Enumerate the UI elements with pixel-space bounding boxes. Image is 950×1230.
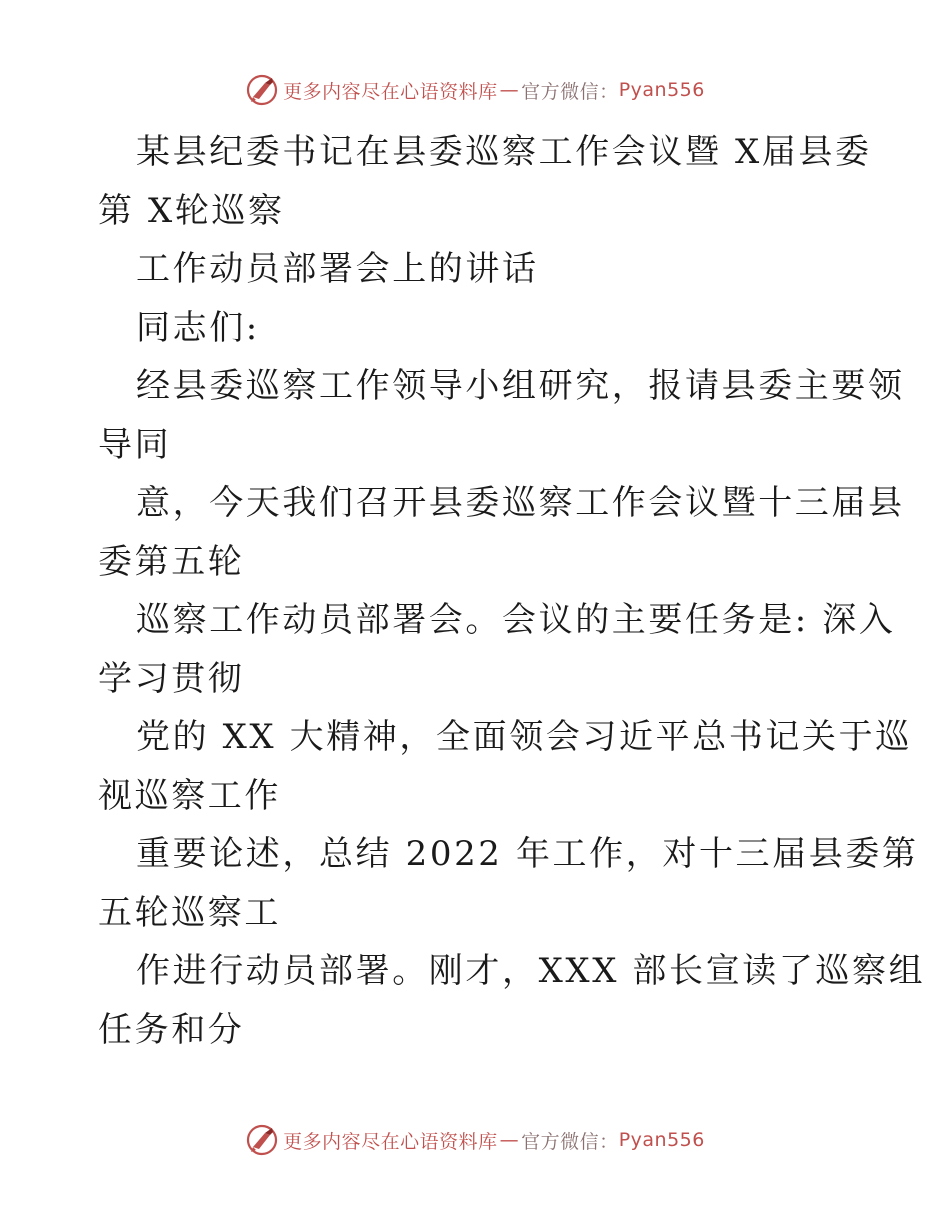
paragraph-line: 学习贯彻 [98, 658, 245, 699]
footer-wechat-label: 官方微信： [521, 1130, 619, 1153]
paragraph-line: 任务和分 [98, 1009, 245, 1050]
paragraph-line: 党的 XX 大精神，全面领会习近平总书记关于巡 [136, 717, 912, 757]
paragraph-line: 重要论述，总结 2022 年工作，对十三届县委第 [136, 834, 919, 874]
header-banner-text: 更多内容尽在心语资料库 [283, 80, 498, 103]
paragraph-line: 五轮巡察工 [98, 892, 281, 933]
paragraph-line: 视巡察工作 [98, 775, 281, 816]
paragraph-line: 第 X轮巡察 [98, 190, 285, 231]
paragraph-line: 工作动员部署会上的讲话 [136, 249, 539, 289]
header-watermark-banner [0, 70, 950, 110]
header-wechat-id: Pyan556 [618, 79, 705, 101]
paragraph-line: 作进行动员部署。刚才，XXX 部长宣读了巡察组 [136, 951, 926, 991]
footer-watermark-banner [0, 1120, 950, 1160]
header-wechat-label: 官方微信： [521, 80, 619, 103]
header-banner-separator: — [499, 79, 520, 101]
paragraph-line: 导同 [98, 424, 172, 465]
footer-banner-separator: — [499, 1129, 520, 1151]
document-body [98, 123, 926, 1059]
pen-logo-icon [245, 73, 279, 107]
paragraph-line: 同志们: [136, 307, 260, 348]
paragraph-line: 某县纪委书记在县委巡察工作会议暨 X届县委 [136, 132, 872, 172]
paragraph-line: 意，今天我们召开县委巡察工作会议暨十三届县 [136, 483, 905, 523]
paragraph-line: 委第五轮 [98, 541, 245, 582]
footer-wechat-id: Pyan556 [618, 1129, 705, 1151]
paragraph-line: 巡察工作动员部署会。会议的主要任务是: 深入 [136, 600, 896, 640]
footer-banner-text: 更多内容尽在心语资料库 [283, 1130, 498, 1153]
paragraph-line: 经县委巡察工作领导小组研究，报请县委主要领 [136, 366, 905, 406]
pen-logo-icon [245, 1123, 279, 1157]
